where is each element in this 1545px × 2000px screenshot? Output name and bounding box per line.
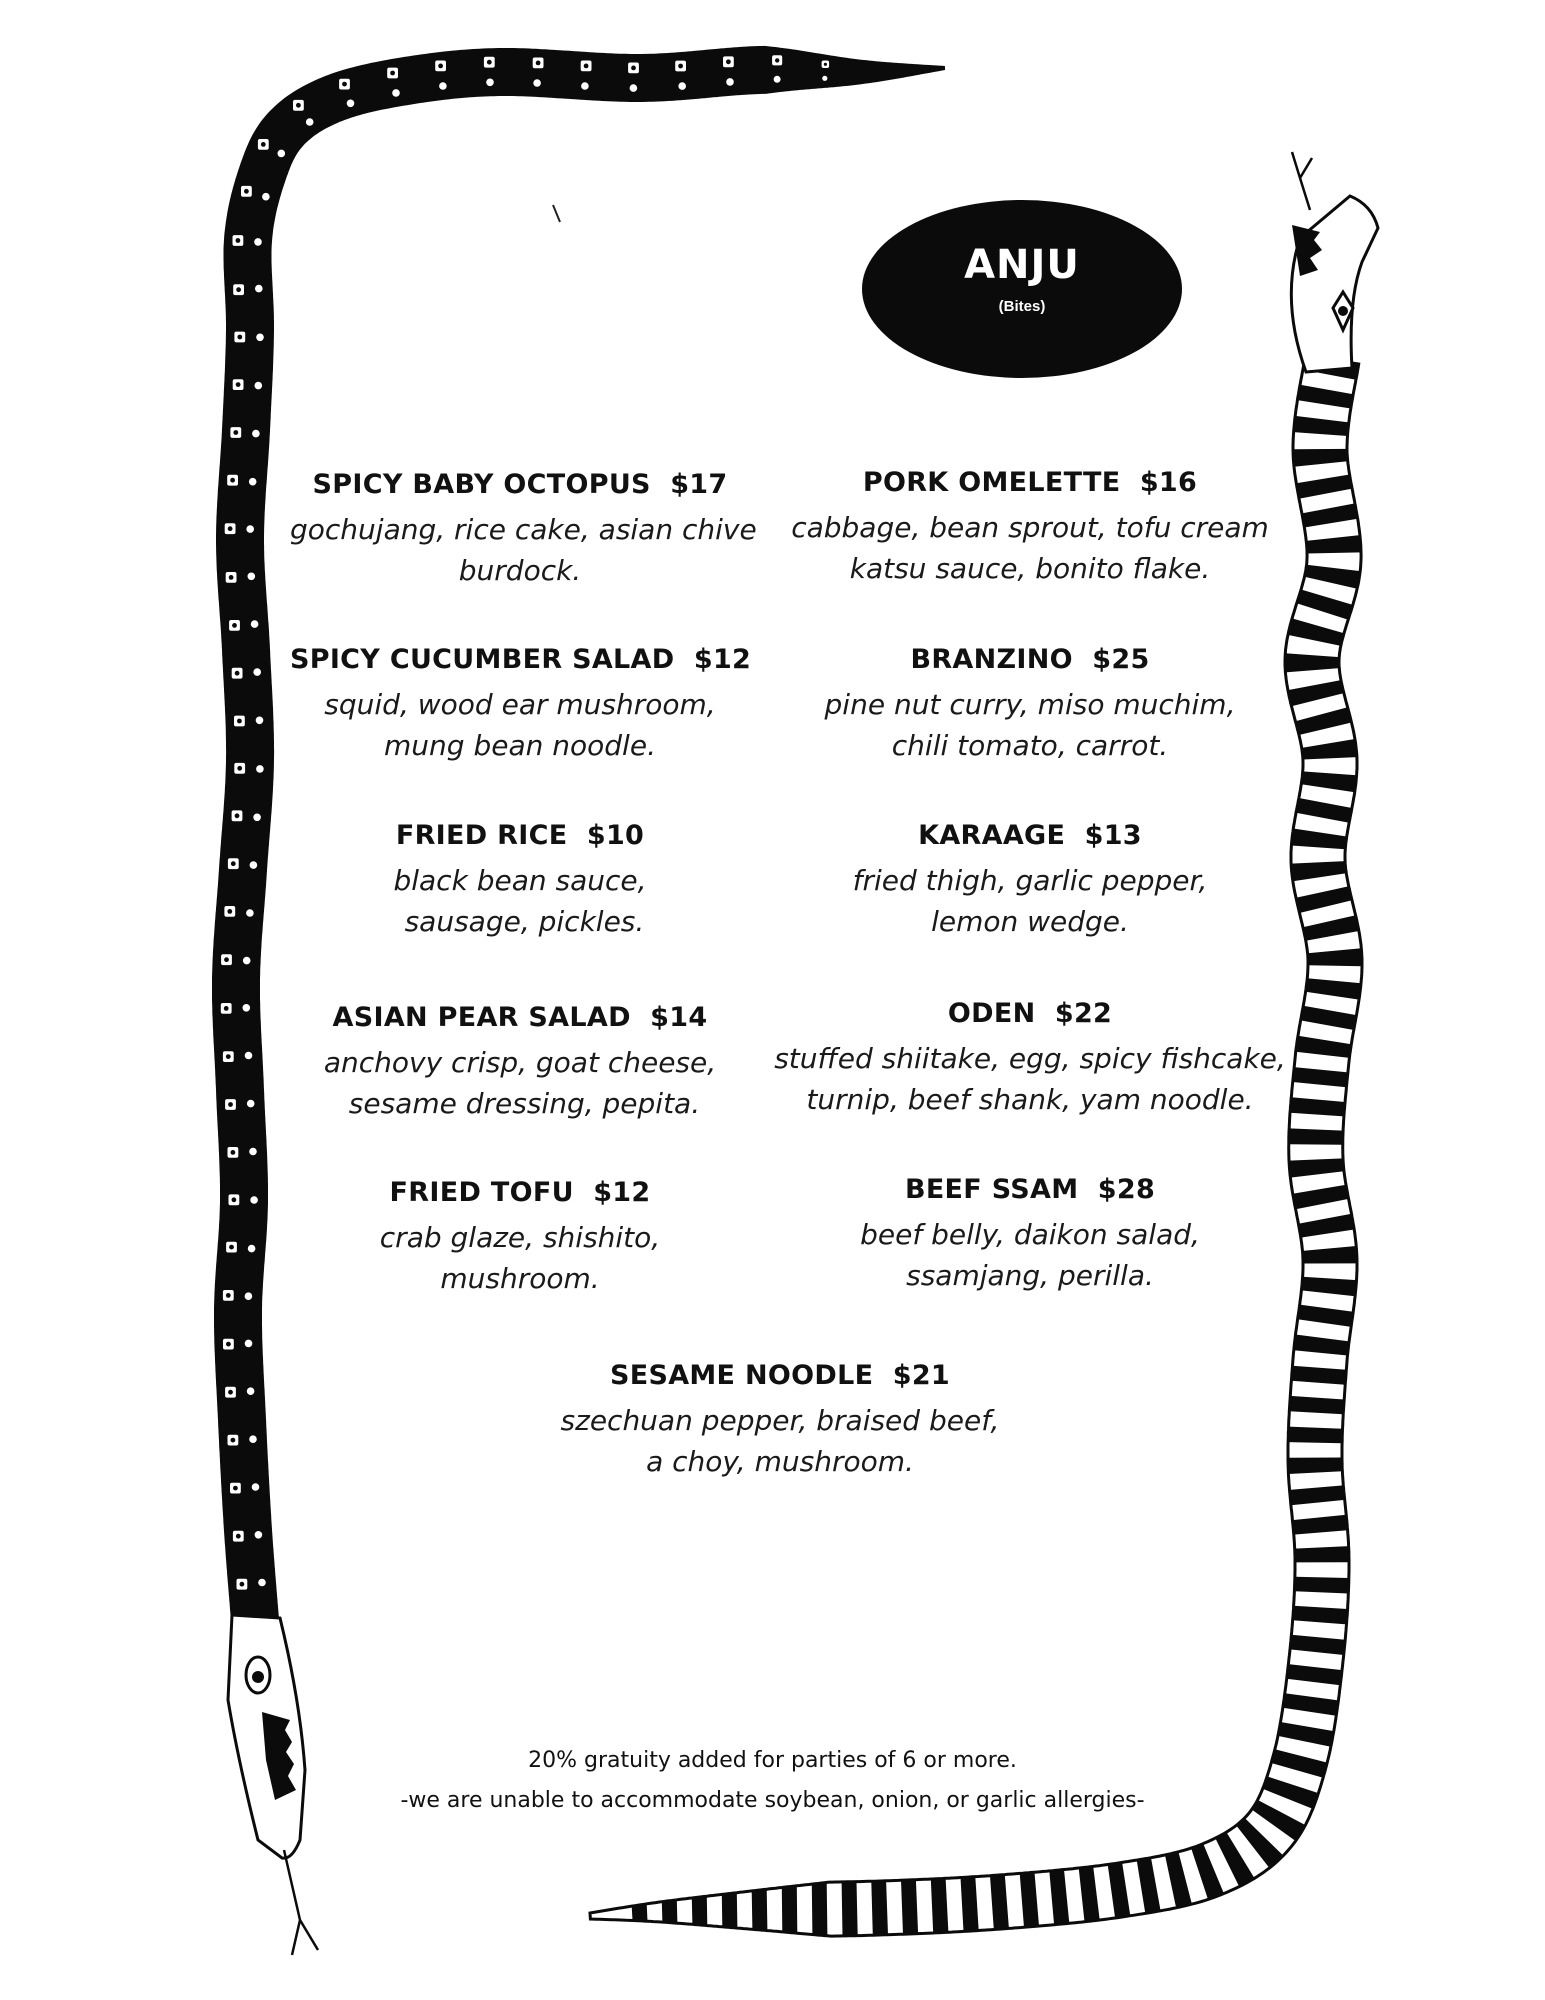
section-badge [862,200,1182,378]
snake-spot [252,430,260,438]
snake-stripe [632,1904,648,1921]
menu-item-description-line: lemon wedge. [931,905,1129,938]
snake-spot [256,765,264,773]
menu-item-description-line: mung bean noodle. [384,729,656,762]
snake-spot-dot [584,64,589,69]
menu-item-name: BRANZINO $25 [910,644,1150,675]
menu-item-name: ODEN $22 [947,998,1113,1029]
menu-item-description-line: pine nut curry, miso muchim, [824,688,1236,721]
snake-spot [581,82,589,90]
snake-spot [247,1387,255,1395]
snake-spot-dot [230,478,235,483]
snake-spot [248,573,256,581]
menu-item [290,467,757,591]
snake-stripe [901,1880,918,1935]
snake-spot [630,84,638,92]
snake-spot [249,478,257,486]
menu-item-name: FRIED RICE $10 [395,820,645,851]
snake-spot-dot [240,1582,245,1587]
snake-spot [254,238,262,246]
menu-item-description-line: cabbage, bean sprout, tofu cream [791,511,1269,544]
snake-stripe [1295,1546,1349,1562]
menu-item-name: KARAAGE $13 [918,820,1142,851]
snake-body [590,356,1362,1936]
menu-item-description-line: turnip, beef shank, yam noodle. [806,1083,1254,1116]
menu-item-name: SESAME NOODLE $21 [609,1360,951,1391]
snake-spot [243,1004,251,1012]
menu-item [770,996,1290,1120]
snake-spot-dot [631,66,636,71]
snake-spot-dot [726,59,731,64]
snake-spot [253,668,261,676]
snake-spot [249,1435,257,1443]
menu-item-description-line: crab glaze, shishito, [379,1221,661,1254]
menu-item-description-line: anchovy crisp, goat cheese, [323,1046,717,1079]
menu-item [780,818,1280,942]
snake-spot [249,1148,257,1156]
menu-item-description [780,1214,1280,1296]
snake-stripe [752,1889,768,1930]
snake-spot [822,76,827,81]
menu-item [290,1175,750,1299]
menu-item-description [780,507,1280,589]
menu-item-description [290,684,750,766]
snake-spot-dot [237,335,242,340]
snake-stripe [722,1893,738,1928]
snake-spot-dot [231,1150,236,1155]
menu-item-description-line: a choy, mushroom. [646,1445,914,1478]
snake-spot [245,1052,253,1060]
menu-item-description [290,509,757,591]
snake-spot-dot [224,957,229,962]
snake-spot-dot [228,1102,233,1107]
menu-item [780,642,1280,766]
menu-item-name: SPICY CUCUMBER SALAD $12 [290,644,752,675]
snake-spot-dot [229,575,234,580]
snake-tongue [1292,152,1312,210]
snake-spot-dot [775,58,779,62]
snake-spot [347,100,355,108]
snake-spot [392,89,400,97]
snake-spot-dot [824,63,827,66]
snake-spot [245,1292,253,1300]
snake-pupil [1338,306,1348,316]
snake-spot-dot [235,813,240,818]
snake-spot [258,1579,266,1587]
snake-stripe [662,1900,678,1923]
snake-spot [278,150,286,158]
snake-spot [250,861,258,869]
snake-spot-dot [226,1342,231,1347]
snake-pupil [252,1671,264,1683]
snake-spot-dot [237,719,242,724]
snake-spot-dot [390,71,395,76]
snake-spot [256,717,264,725]
menu-item-description [770,1038,1290,1120]
menu-item-name: BEEF SSAM $28 [904,1174,1156,1205]
snake-stripe [692,1896,708,1925]
snake-spot-dot [231,861,236,866]
snake-spot-dot [296,103,301,108]
snake-spot [678,82,686,90]
menu-item-description [530,1400,1030,1482]
snake-spot-dot [438,64,443,69]
menu-item [780,465,1280,589]
menu-item-name: FRIED TOFU $12 [389,1177,651,1208]
snake-spot [245,1340,253,1348]
snake-spot [306,118,314,126]
snake-spot-dot [228,1390,233,1395]
snake-spot [250,1196,258,1204]
snake-spot-dot [342,82,347,87]
small-stroke-mark [553,205,560,222]
menu-item-name: SPICY BABY OCTOPUS $17 [312,469,728,500]
snake-spot [243,957,251,965]
snake-stripe [1294,1577,1348,1594]
snake-spot-dot [536,61,541,66]
snake-stripe [842,1882,858,1936]
snake-spot-dot [236,238,241,243]
menu-item [290,818,750,942]
menu-item-description-line: katsu sauce, bonito flake. [849,552,1211,585]
menu-item-description-line: beef belly, daikon salad, [860,1218,1200,1251]
snake-spot [247,1100,255,1108]
menu-item-description [290,1217,750,1299]
gratuity-note: 20% gratuity added for parties of 6 or more. [528,1748,1017,1773]
menu-item-description-line: burdock. [458,554,582,587]
snake-spot [486,79,494,87]
snake-spot-dot [236,1534,241,1539]
menu-item-description [290,860,750,942]
menu-item-description-line: sausage, pickles. [395,905,645,938]
snake-spot-dot [232,623,237,628]
snake-spot [248,1245,256,1253]
snake-spot-dot [231,1438,236,1443]
snake-spot [251,620,259,628]
snake-spot-dot [228,526,233,531]
menu-item-description-line: fried thigh, garlic pepper, [852,864,1208,897]
section-title: ANJU [964,242,1080,288]
snake-spot [439,82,447,90]
snake-stripe [1289,1128,1343,1144]
menu-item-description [780,860,1280,942]
menu-item [290,1000,750,1124]
menu-item-description-line: squid, wood ear mushroom, [324,688,716,721]
menu-item-description-line: szechuan pepper, braised beef, [560,1404,1000,1437]
snake-stripe [1288,1427,1342,1444]
snake-stripe [782,1886,798,1933]
snake-spot-dot [229,1245,234,1250]
snake-stripe [812,1882,828,1935]
snake-spot [726,78,734,86]
menu-item-description [780,684,1280,766]
snake-spot [253,814,261,822]
allergy-note: -we are unable to accommodate soybean, onion, or garlic allergies- [400,1788,1145,1813]
snake-spot [533,79,541,87]
snake-spot-dot [678,64,683,69]
snake-spot-dot [232,1197,237,1202]
menu-item [290,642,750,766]
menu-item-description-line: sesame dressing, pepita. [339,1087,701,1120]
snake-spot [255,1531,263,1539]
snake-spot-dot [226,1293,231,1298]
snake-spot-dot [233,1486,238,1491]
menu-item-description-line: black bean sauce, [393,864,647,897]
snake-spot-dot [224,1006,229,1011]
snake-stripe [931,1878,949,1933]
snake-head [1291,196,1378,372]
snake-spot-dot [236,382,241,387]
menu-item-description-line: gochujang, rice cake, asian chive [290,513,757,546]
snake-spot [246,525,254,533]
section-subtitle: (Bites) [998,298,1046,315]
snake-spot [255,285,263,293]
snake-spot-dot [227,909,232,914]
menu-item-description [290,1042,750,1124]
menu-item [780,1172,1280,1296]
snake-tongue [284,1850,318,1955]
snake-spot [246,909,254,917]
snake-spot [256,334,264,342]
menu-item-name: ASIAN PEAR SALAD $14 [332,1002,708,1033]
snake-spot-dot [487,60,492,65]
snake-spot-dot [237,766,242,771]
menu-item [530,1358,1030,1482]
snake-spot-dot [235,671,240,676]
menu-item-description-line: chili tomato, carrot. [891,729,1169,762]
snake-spot-dot [233,430,238,435]
snake-spot-dot [226,1054,231,1059]
snake-spot [774,76,781,83]
snake-spot-dot [261,142,266,147]
snake-spot [262,193,270,201]
menu-item-description-line: ssamjang, perilla. [906,1259,1154,1292]
menu-item-description-line: mushroom. [440,1262,600,1295]
menu-item-description-line: stuffed shiitake, egg, spicy fishcake, [774,1042,1286,1075]
snake-stripe [1288,1458,1342,1475]
snake-spot [254,382,262,390]
snake-spot-dot [236,287,241,292]
snake-spot-dot [244,189,249,194]
menu-item-name: PORK OMELETTE $16 [862,467,1198,498]
snake-stripe [871,1881,888,1935]
snake-spot [252,1483,260,1491]
